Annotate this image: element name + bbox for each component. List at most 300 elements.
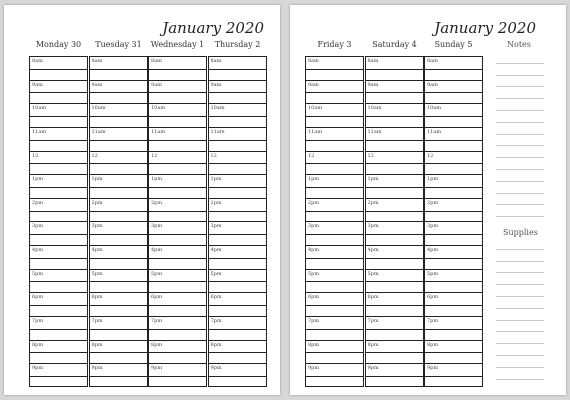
time-label: 8am: [367, 58, 379, 64]
half-hour-line: [306, 329, 363, 330]
time-slot[interactable]: [306, 270, 363, 294]
half-hour-line: [209, 187, 266, 188]
time-slot[interactable]: [90, 364, 147, 388]
time-slot[interactable]: [149, 57, 206, 81]
writing-line[interactable]: [496, 52, 544, 64]
day-column: [305, 56, 364, 387]
time-slot[interactable]: [366, 364, 423, 388]
half-hour-line: [30, 234, 87, 235]
time-slot[interactable]: [366, 152, 423, 176]
time-label: 11am: [427, 128, 442, 135]
half-hour-line: [149, 211, 206, 212]
time-label: 12: [427, 152, 434, 159]
day-header: Thursday 2: [214, 40, 261, 49]
half-hour-line: [366, 116, 423, 117]
time-slot[interactable]: [149, 152, 206, 176]
time-label: 8am: [91, 58, 103, 64]
time-slot[interactable]: [366, 246, 423, 270]
planner-page-right: [290, 5, 566, 395]
time-slot[interactable]: [366, 81, 423, 105]
time-slot[interactable]: [30, 364, 87, 388]
time-label: 1pm: [308, 176, 320, 183]
half-hour-line: [306, 163, 363, 164]
time-slot[interactable]: [209, 270, 266, 294]
day-header: Tuesday 31: [95, 40, 142, 49]
time-slot[interactable]: [306, 293, 363, 317]
half-hour-line: [209, 281, 266, 282]
writing-line[interactable]: [496, 238, 544, 250]
half-hour-line: [425, 92, 482, 93]
time-label: 3pm: [427, 223, 439, 230]
half-hour-line: [425, 69, 482, 70]
writing-line[interactable]: [496, 250, 544, 262]
time-label: 11am: [367, 128, 382, 135]
page-title: January 2020: [162, 19, 264, 37]
time-label: 5pm: [32, 270, 44, 277]
half-hour-line: [30, 163, 87, 164]
day-header: Saturday 4: [372, 40, 417, 49]
time-label: 9am: [308, 81, 319, 88]
time-slot[interactable]: [209, 317, 266, 341]
time-label: 5pm: [308, 270, 320, 277]
half-hour-line: [306, 187, 363, 188]
half-hour-line: [306, 92, 363, 93]
time-slot[interactable]: [425, 317, 482, 341]
half-hour-line: [90, 92, 147, 93]
time-slot[interactable]: [306, 246, 363, 270]
time-slot[interactable]: [366, 199, 423, 223]
time-slot[interactable]: [425, 293, 482, 317]
half-hour-line: [425, 116, 482, 117]
time-slot[interactable]: [209, 104, 266, 128]
writing-line[interactable]: [496, 309, 544, 321]
time-slot[interactable]: [306, 222, 363, 246]
time-label: 5pm: [210, 270, 222, 277]
half-hour-line: [366, 140, 423, 141]
half-hour-line: [209, 116, 266, 117]
time-label: 9pm: [367, 365, 379, 372]
time-label: 4pm: [91, 247, 103, 253]
half-hour-line: [366, 187, 423, 188]
time-slot[interactable]: [425, 57, 482, 81]
half-hour-line: [90, 352, 147, 353]
writing-line[interactable]: [496, 205, 544, 217]
time-slot[interactable]: [30, 246, 87, 270]
time-slot[interactable]: [90, 128, 147, 152]
time-label: 9am: [367, 81, 379, 88]
time-slot[interactable]: [30, 128, 87, 152]
writing-line[interactable]: [496, 146, 544, 158]
day-column: [148, 56, 207, 387]
time-slot[interactable]: [209, 152, 266, 176]
time-slot[interactable]: [209, 175, 266, 199]
time-slot[interactable]: [306, 57, 363, 81]
time-slot[interactable]: [90, 104, 147, 128]
time-slot[interactable]: [209, 128, 266, 152]
time-slot[interactable]: [366, 222, 423, 246]
writing-line[interactable]: [496, 273, 544, 285]
time-slot[interactable]: [425, 152, 482, 176]
time-slot[interactable]: [366, 57, 423, 81]
writing-line[interactable]: [496, 262, 544, 274]
time-slot[interactable]: [425, 199, 482, 223]
half-hour-line: [366, 305, 423, 306]
time-slot[interactable]: [366, 175, 423, 199]
time-slot[interactable]: [30, 152, 87, 176]
time-label: 7pm: [91, 317, 103, 324]
time-label: 3pm: [151, 223, 163, 230]
half-hour-line: [209, 69, 266, 70]
time-label: 6pm: [151, 294, 163, 301]
time-slot[interactable]: [30, 270, 87, 294]
half-hour-line: [149, 116, 206, 117]
time-slot[interactable]: [30, 57, 87, 81]
time-slot[interactable]: [306, 341, 363, 365]
half-hour-line: [149, 234, 206, 235]
half-hour-line: [306, 140, 363, 141]
time-slot[interactable]: [366, 128, 423, 152]
time-label: 9am: [151, 81, 162, 88]
half-hour-line: [425, 329, 482, 330]
day-column: [29, 56, 88, 387]
writing-line[interactable]: [496, 158, 544, 170]
time-slot[interactable]: [425, 246, 482, 270]
time-slot[interactable]: [149, 364, 206, 388]
half-hour-line: [209, 211, 266, 212]
notes-heading: Notes: [507, 40, 531, 49]
writing-line[interactable]: [496, 87, 544, 99]
time-slot[interactable]: [209, 341, 266, 365]
half-hour-line: [149, 352, 206, 353]
half-hour-line: [90, 140, 147, 141]
time-slot[interactable]: [90, 293, 147, 317]
half-hour-line: [425, 163, 482, 164]
time-slot[interactable]: [366, 270, 423, 294]
half-hour-line: [90, 329, 147, 330]
half-hour-line: [149, 258, 206, 259]
time-slot[interactable]: [366, 104, 423, 128]
time-label: 4pm: [427, 247, 439, 253]
time-label: 12: [151, 152, 158, 159]
half-hour-line: [149, 305, 206, 306]
time-label: 9pm: [32, 365, 44, 372]
time-slot[interactable]: [30, 175, 87, 199]
half-hour-line: [366, 329, 423, 330]
time-label: 2pm: [367, 199, 379, 206]
half-hour-line: [209, 140, 266, 141]
notes-lines: [496, 52, 544, 217]
time-slot[interactable]: [425, 128, 482, 152]
time-slot[interactable]: [209, 364, 266, 388]
half-hour-line: [149, 140, 206, 141]
time-slot[interactable]: [209, 199, 266, 223]
half-hour-line: [149, 69, 206, 70]
time-label: 4pm: [210, 247, 222, 253]
half-hour-line: [366, 258, 423, 259]
time-slot[interactable]: [149, 104, 206, 128]
writing-line[interactable]: [496, 321, 544, 333]
writing-line[interactable]: [496, 111, 544, 123]
time-label: 9am: [427, 81, 438, 88]
day-column: [208, 56, 267, 387]
half-hour-line: [90, 281, 147, 282]
time-slot[interactable]: [149, 128, 206, 152]
time-label: 3pm: [308, 223, 320, 230]
time-label: 4pm: [151, 247, 163, 253]
time-label: 12: [32, 152, 39, 159]
time-label: 3pm: [210, 223, 222, 230]
time-label: 6pm: [367, 294, 379, 301]
time-slot[interactable]: [425, 104, 482, 128]
time-slot[interactable]: [366, 317, 423, 341]
time-label: 12: [91, 152, 98, 159]
time-label: 8pm: [32, 341, 44, 348]
half-hour-line: [366, 211, 423, 212]
time-label: 7pm: [427, 317, 439, 324]
half-hour-line: [306, 116, 363, 117]
time-slot[interactable]: [306, 175, 363, 199]
time-label: 6pm: [308, 294, 320, 301]
page-title: January 2020: [434, 19, 536, 37]
time-slot[interactable]: [366, 341, 423, 365]
time-slot[interactable]: [90, 222, 147, 246]
day-header: Sunday 5: [434, 40, 473, 49]
day-column: [424, 56, 483, 387]
time-slot[interactable]: [90, 199, 147, 223]
half-hour-line: [30, 329, 87, 330]
time-slot[interactable]: [30, 104, 87, 128]
time-label: 9pm: [210, 365, 222, 372]
day-column: [365, 56, 424, 387]
day-header: Monday 30: [35, 40, 82, 49]
time-slot[interactable]: [209, 246, 266, 270]
half-hour-line: [90, 69, 147, 70]
time-label: 11am: [308, 128, 323, 135]
day-header: Friday 3: [317, 40, 352, 49]
time-slot[interactable]: [149, 81, 206, 105]
writing-line[interactable]: [496, 194, 544, 206]
time-label: 10am: [91, 105, 106, 112]
time-slot[interactable]: [90, 81, 147, 105]
time-slot[interactable]: [366, 293, 423, 317]
half-hour-line: [366, 163, 423, 164]
time-label: 6pm: [427, 294, 439, 301]
time-label: 1pm: [32, 176, 44, 183]
time-slot[interactable]: [306, 104, 363, 128]
half-hour-line: [425, 211, 482, 212]
half-hour-line: [90, 305, 147, 306]
time-label: 7pm: [210, 317, 222, 324]
time-label: 1pm: [151, 176, 163, 183]
time-label: 8pm: [210, 341, 222, 348]
time-slot[interactable]: [306, 81, 363, 105]
half-hour-line: [149, 376, 206, 377]
day-header: Wednesday 1: [150, 40, 205, 49]
half-hour-line: [366, 376, 423, 377]
time-slot[interactable]: [149, 175, 206, 199]
time-label: 1pm: [210, 176, 222, 183]
half-hour-line: [149, 163, 206, 164]
time-label: 2pm: [210, 199, 222, 206]
half-hour-line: [306, 258, 363, 259]
time-slot[interactable]: [149, 317, 206, 341]
time-slot[interactable]: [90, 270, 147, 294]
half-hour-line: [90, 258, 147, 259]
writing-line[interactable]: [496, 123, 544, 135]
time-label: 12: [308, 152, 315, 159]
half-hour-line: [209, 234, 266, 235]
writing-line[interactable]: [496, 297, 544, 309]
time-slot[interactable]: [30, 341, 87, 365]
writing-line[interactable]: [496, 356, 544, 368]
time-slot[interactable]: [149, 246, 206, 270]
time-slot[interactable]: [90, 246, 147, 270]
time-label: 5pm: [427, 270, 439, 277]
time-label: 7pm: [367, 317, 379, 324]
time-label: 2pm: [427, 199, 439, 206]
half-hour-line: [149, 281, 206, 282]
time-slot[interactable]: [209, 222, 266, 246]
time-label: 1pm: [367, 176, 379, 183]
time-label: 12: [367, 152, 374, 159]
time-label: 1pm: [91, 176, 103, 183]
time-slot[interactable]: [30, 199, 87, 223]
half-hour-line: [366, 352, 423, 353]
half-hour-line: [366, 281, 423, 282]
time-slot[interactable]: [90, 152, 147, 176]
time-slot[interactable]: [209, 81, 266, 105]
time-label: 8pm: [91, 341, 103, 348]
time-slot[interactable]: [425, 175, 482, 199]
writing-line[interactable]: [496, 135, 544, 147]
writing-line[interactable]: [496, 64, 544, 76]
writing-line[interactable]: [496, 182, 544, 194]
time-label: 4pm: [367, 247, 379, 253]
half-hour-line: [30, 187, 87, 188]
writing-line[interactable]: [496, 285, 544, 297]
time-label: 7pm: [308, 317, 320, 324]
time-label: 8am: [32, 58, 43, 64]
time-slot[interactable]: [30, 222, 87, 246]
time-label: 8am: [308, 58, 319, 64]
time-label: 3pm: [32, 223, 44, 230]
half-hour-line: [425, 234, 482, 235]
half-hour-line: [209, 376, 266, 377]
time-slot[interactable]: [149, 293, 206, 317]
time-slot[interactable]: [209, 57, 266, 81]
time-label: 2pm: [91, 199, 103, 206]
half-hour-line: [30, 92, 87, 93]
time-slot[interactable]: [30, 293, 87, 317]
half-hour-line: [306, 234, 363, 235]
half-hour-line: [149, 92, 206, 93]
time-label: 11am: [91, 128, 106, 135]
time-label: 5pm: [91, 270, 103, 277]
time-label: 9am: [210, 81, 222, 88]
half-hour-line: [209, 163, 266, 164]
half-hour-line: [30, 258, 87, 259]
time-slot[interactable]: [306, 317, 363, 341]
time-label: 2pm: [308, 199, 320, 206]
supplies-lines: [496, 238, 544, 380]
supplies-heading: Supplies: [503, 228, 538, 237]
half-hour-line: [209, 92, 266, 93]
half-hour-line: [90, 376, 147, 377]
time-slot[interactable]: [425, 270, 482, 294]
time-slot[interactable]: [30, 317, 87, 341]
time-label: 7pm: [151, 317, 163, 324]
time-label: 8pm: [427, 341, 439, 348]
half-hour-line: [149, 187, 206, 188]
half-hour-line: [306, 211, 363, 212]
writing-line[interactable]: [496, 76, 544, 88]
time-slot[interactable]: [425, 341, 482, 365]
writing-line[interactable]: [496, 170, 544, 182]
time-slot[interactable]: [209, 293, 266, 317]
time-label: 8pm: [308, 341, 320, 348]
half-hour-line: [425, 140, 482, 141]
writing-line[interactable]: [496, 332, 544, 344]
time-slot[interactable]: [90, 317, 147, 341]
half-hour-line: [209, 305, 266, 306]
time-slot[interactable]: [306, 128, 363, 152]
time-label: 10am: [427, 105, 442, 112]
half-hour-line: [425, 187, 482, 188]
time-slot[interactable]: [90, 57, 147, 81]
half-hour-line: [425, 281, 482, 282]
half-hour-line: [90, 234, 147, 235]
time-label: 11am: [32, 128, 47, 135]
time-label: 6pm: [210, 294, 222, 301]
time-slot[interactable]: [306, 152, 363, 176]
time-label: 5pm: [367, 270, 379, 277]
writing-line[interactable]: [496, 99, 544, 111]
time-label: 7pm: [32, 317, 44, 324]
half-hour-line: [149, 329, 206, 330]
time-slot[interactable]: [149, 222, 206, 246]
time-label: 8pm: [367, 341, 379, 348]
half-hour-line: [306, 305, 363, 306]
time-label: 9pm: [151, 365, 163, 372]
time-label: 8pm: [151, 341, 163, 348]
time-slot[interactable]: [149, 270, 206, 294]
writing-line[interactable]: [496, 368, 544, 380]
time-slot[interactable]: [425, 81, 482, 105]
half-hour-line: [90, 116, 147, 117]
time-slot[interactable]: [30, 81, 87, 105]
half-hour-line: [90, 163, 147, 164]
half-hour-line: [30, 352, 87, 353]
half-hour-line: [30, 281, 87, 282]
time-slot[interactable]: [149, 199, 206, 223]
time-label: 4pm: [308, 247, 320, 253]
time-label: 10am: [308, 105, 323, 112]
time-label: 6pm: [32, 294, 44, 301]
time-label: 10am: [367, 105, 382, 112]
time-label: 4pm: [32, 247, 44, 253]
time-slot[interactable]: [149, 341, 206, 365]
time-slot[interactable]: [90, 341, 147, 365]
half-hour-line: [425, 352, 482, 353]
time-slot[interactable]: [425, 364, 482, 388]
time-slot[interactable]: [90, 175, 147, 199]
writing-line[interactable]: [496, 344, 544, 356]
time-slot[interactable]: [306, 199, 363, 223]
time-slot[interactable]: [306, 364, 363, 388]
time-slot[interactable]: [425, 222, 482, 246]
half-hour-line: [209, 329, 266, 330]
time-label: 12: [210, 152, 217, 159]
